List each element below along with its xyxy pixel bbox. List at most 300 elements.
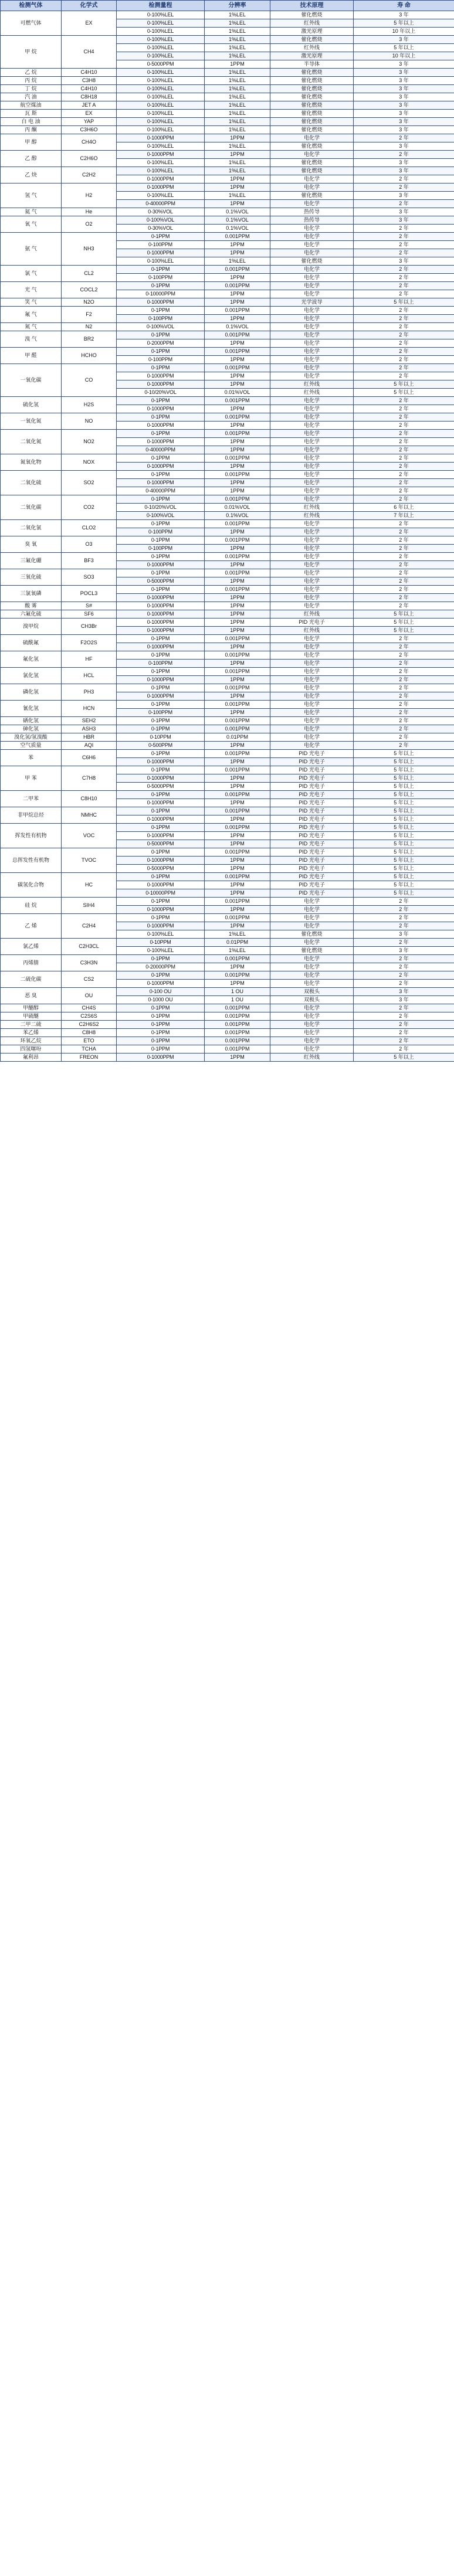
cell-lifetime: 3 年 [354,93,454,101]
cell-formula: NO [62,413,117,430]
cell-resolution: 1PPM [205,183,270,192]
cell-resolution: 0.01%VOL [205,504,270,512]
cell-formula: F2 [62,307,117,323]
cell-gas-name: 硅 烷 [1,898,62,914]
col-range: 检测量程 [117,1,205,11]
table-row [1,807,454,815]
cell-gas-name: 瓦 斯 [1,110,62,118]
cell-range: 0-1000PPM [117,151,205,159]
cell-resolution: 1%LEL [205,118,270,126]
cell-lifetime: 5 年以上 [354,832,454,840]
table-body [1,11,454,1062]
cell-range: 0-1000PPM [117,610,205,618]
cell-gas-name: 硒化氢 [1,717,62,725]
cell-range: 0-5000PPM [117,60,205,69]
cell-technology: 催化燃烧 [270,101,354,110]
cell-lifetime: 3 年 [354,192,454,200]
cell-gas-name: 三氧化硫 [1,569,62,586]
cell-technology: 电化学 [270,183,354,192]
cell-lifetime: 5 年以上 [354,807,454,815]
cell-lifetime: 2 年 [354,660,454,668]
cell-formula: C3H6O [62,126,117,134]
cell-technology: 电化学 [270,577,354,586]
table-row [1,914,454,922]
cell-technology: PID 光电子 [270,618,354,627]
cell-range: 0-1000PPM [117,676,205,684]
cell-technology: 电化学 [270,200,354,208]
table-row [1,898,454,906]
cell-technology: 热传导 [270,216,354,225]
cell-formula: JET A [62,101,117,110]
table-row [1,971,454,980]
cell-range: 0-1000PPM [117,602,205,610]
cell-range: 0-1PPM [117,1037,205,1045]
cell-technology: PID 光电子 [270,758,354,766]
cell-resolution: 0.001PPM [205,684,270,692]
cell-technology: 电化学 [270,963,354,971]
cell-technology: 红外线 [270,504,354,512]
cell-range: 0-1000PPM [117,692,205,701]
cell-range: 0-100%VOL [117,216,205,225]
cell-range: 0-100%VOL [117,512,205,520]
cell-resolution: 0.001PPM [205,364,270,372]
cell-range: 0-1PPM [117,520,205,528]
cell-range: 0-100%LEL [117,11,205,19]
cell-lifetime: 3 年 [354,142,454,151]
cell-range: 0-40000PPM [117,487,205,495]
cell-gas-name: 丙 酮 [1,126,62,134]
cell-range: 0-100%LEL [117,93,205,101]
cell-formula: PH3 [62,684,117,701]
cell-range: 0-1000PPM [117,906,205,914]
table-row [1,569,454,577]
cell-range: 0-10/20%VOL [117,389,205,397]
cell-formula: BR2 [62,331,117,348]
cell-lifetime: 5 年以上 [354,848,454,857]
cell-lifetime: 3 年 [354,77,454,85]
cell-gas-name: 磷化氢 [1,684,62,701]
cell-resolution: 0.01PPM [205,939,270,947]
cell-range: 0-1PPM [117,282,205,290]
cell-technology: 电化学 [270,569,354,577]
cell-lifetime: 2 年 [354,684,454,692]
cell-lifetime: 2 年 [354,372,454,380]
cell-resolution: 0.001PPM [205,397,270,405]
cell-range: 0-1000PPM [117,183,205,192]
cell-range: 0-30%VOL [117,208,205,216]
cell-resolution: 1PPM [205,274,270,282]
cell-technology: 催化燃烧 [270,930,354,939]
cell-lifetime: 2 年 [354,914,454,922]
cell-gas-name: 恶 臭 [1,988,62,1004]
cell-technology: 红外线 [270,512,354,520]
cell-technology: 红外线 [270,1053,354,1062]
table-row [1,413,454,422]
cell-resolution: 1PPM [205,676,270,684]
cell-resolution: 1PPM [205,422,270,430]
cell-gas-name: 酸 雾 [1,602,62,610]
cell-formula: C6H6 [62,750,117,766]
cell-gas-name: 二氧化硫 [1,471,62,495]
cell-resolution: 0.001PPM [205,668,270,676]
cell-resolution: 1PPM [205,134,270,142]
col-formula: 化学式 [62,1,117,11]
cell-formula: EX [62,11,117,36]
cell-technology: 电化学 [270,594,354,602]
cell-lifetime: 2 年 [354,405,454,413]
cell-range: 0-1PPM [117,397,205,405]
cell-range: 0-1PPM [117,553,205,561]
cell-lifetime: 2 年 [354,528,454,536]
cell-technology: 电化学 [270,151,354,159]
cell-lifetime: 5 年以上 [354,889,454,898]
cell-lifetime: 5 年以上 [354,610,454,618]
cell-gas-name: 砷化氢 [1,725,62,733]
cell-formula: NO2 [62,430,117,454]
col-resolution: 分辨率 [205,1,270,11]
cell-lifetime: 3 年 [354,110,454,118]
cell-formula: C8H18 [62,93,117,101]
cell-range: 0-100PPM [117,660,205,668]
cell-range: 0-1000PPM [117,774,205,783]
cell-resolution: 0.001PPM [205,266,270,274]
cell-technology: 电化学 [270,733,354,742]
cell-technology: 电化学 [270,323,354,331]
cell-gas-name: 二氧化氮 [1,430,62,454]
cell-gas-name: 空气质量 [1,742,62,750]
cell-gas-name: 氯化氢 [1,668,62,684]
cell-resolution: 1PPM [205,742,270,750]
cell-formula: ETO [62,1037,117,1045]
cell-lifetime: 2 年 [354,331,454,339]
cell-range: 0-1PPM [117,454,205,463]
cell-gas-name: 氮氧化物 [1,454,62,471]
cell-technology: 电化学 [270,233,354,241]
cell-lifetime: 2 年 [354,438,454,446]
table-row [1,11,454,19]
cell-lifetime: 2 年 [354,225,454,233]
cell-gas-name: 乙 烷 [1,69,62,77]
cell-technology: 光学波导 [270,298,354,307]
cell-range: 0-1PPM [117,1021,205,1029]
cell-resolution: 1PPM [205,610,270,618]
cell-resolution: 1PPM [205,1053,270,1062]
cell-resolution: 0.1%VOL [205,323,270,331]
cell-technology: 催化燃烧 [270,69,354,77]
cell-lifetime: 10 年以上 [354,52,454,60]
cell-resolution: 1PPM [205,889,270,898]
cell-technology: 电化学 [270,307,354,315]
cell-gas-name: 甲醚醇 [1,1004,62,1012]
cell-lifetime: 2 年 [354,183,454,192]
cell-technology: 电化学 [270,536,354,545]
cell-range: 0-100%LEL [117,159,205,167]
cell-range: 0-1000PPM [117,627,205,635]
gas-sensor-spec-sheet [0,0,454,1062]
cell-technology: PID 光电子 [270,865,354,873]
cell-range: 0-100PPM [117,528,205,536]
cell-lifetime: 2 年 [354,701,454,709]
cell-range: 0-100%LEL [117,947,205,955]
table-row [1,36,454,44]
cell-range: 0-1PPM [117,873,205,881]
table-row [1,1037,454,1045]
cell-technology: PID 光电子 [270,815,354,824]
table-row [1,151,454,159]
cell-formula: CS2 [62,971,117,988]
cell-resolution: 1%LEL [205,77,270,85]
cell-lifetime: 2 年 [354,955,454,963]
cell-gas-name: 二甲二硫 [1,1021,62,1029]
cell-range: 0-1000PPM [117,980,205,988]
cell-technology: 催化燃烧 [270,167,354,175]
cell-formula: SIH4 [62,898,117,914]
cell-formula: YAP [62,118,117,126]
col-technology: 技术原理 [270,1,354,11]
cell-technology: PID 光电子 [270,774,354,783]
cell-technology: 电化学 [270,348,354,356]
cell-lifetime: 5 年以上 [354,750,454,758]
cell-formula: HCHO [62,348,117,364]
cell-gas-name: 乙 烯 [1,914,62,939]
cell-range: 0-100%LEL [117,142,205,151]
cell-lifetime: 2 年 [354,348,454,356]
cell-formula: H2S [62,397,117,413]
cell-range: 0-1PPM [117,668,205,676]
cell-resolution: 1%LEL [205,93,270,101]
cell-resolution: 1PPM [205,594,270,602]
table-row [1,684,454,692]
cell-technology: 催化燃烧 [270,126,354,134]
table-row [1,651,454,660]
cell-resolution: 1PPM [205,643,270,651]
cell-resolution: 1PPM [205,906,270,914]
cell-lifetime: 2 年 [354,151,454,159]
cell-resolution: 0.001PPM [205,651,270,660]
cell-lifetime: 2 年 [354,586,454,594]
cell-technology: 电化学 [270,939,354,947]
cell-technology: 红外线 [270,610,354,618]
cell-gas-name: 溴甲烷 [1,618,62,635]
cell-gas-name: 二硫化碳 [1,971,62,988]
cell-lifetime: 2 年 [354,963,454,971]
cell-range: 0-100%LEL [117,167,205,175]
cell-resolution: 1%LEL [205,85,270,93]
cell-gas-name: 可燃气体 [1,11,62,36]
cell-formula: HF [62,651,117,668]
cell-resolution: 1PPM [205,315,270,323]
cell-technology: 电化学 [270,364,354,372]
cell-range: 0-100PPM [117,274,205,282]
cell-technology: 红外线 [270,389,354,397]
cell-technology: 电化学 [270,898,354,906]
cell-technology: 电化学 [270,446,354,454]
cell-range: 0-1000PPM [117,832,205,840]
cell-lifetime: 2 年 [354,1021,454,1029]
cell-gas-name: 硫化氢 [1,397,62,413]
cell-lifetime: 2 年 [354,233,454,241]
cell-technology: 电化学 [270,454,354,463]
table-row [1,430,454,438]
cell-formula: NH3 [62,233,117,266]
cell-range: 0-1PPM [117,430,205,438]
cell-gas-name: 一氧化碳 [1,364,62,397]
cell-range: 0-1000PPM [117,857,205,865]
cell-technology: PID 光电子 [270,807,354,815]
cell-formula: C4H10 [62,69,117,77]
cell-range: 0-2000PPM [117,339,205,348]
cell-range: 0-1000PPM [117,438,205,446]
cell-gas-name: 氰化氢 [1,701,62,717]
cell-formula: S# [62,602,117,610]
cell-lifetime: 3 年 [354,118,454,126]
cell-technology: 催化燃烧 [270,142,354,151]
cell-gas-name: 六氟化硫 [1,610,62,618]
cell-lifetime: 2 年 [354,307,454,315]
cell-range: 0-1000PPM [117,380,205,389]
cell-formula: OU [62,988,117,1004]
cell-resolution: 0.001PPM [205,701,270,709]
cell-gas-name: 氮 气 [1,323,62,331]
cell-range: 0-100%LEL [117,19,205,28]
cell-formula: H2 [62,183,117,208]
cell-range: 0-1PPM [117,898,205,906]
table-row [1,939,454,947]
cell-range: 0-1PPM [117,807,205,815]
cell-range: 0-1PPM [117,684,205,692]
cell-technology: 双极头 [270,988,354,996]
cell-gas-name: 乙 炔 [1,167,62,183]
table-row [1,725,454,733]
cell-technology: 电化学 [270,413,354,422]
cell-technology: 电化学 [270,717,354,725]
cell-gas-name: 四氢噻吩 [1,1045,62,1053]
table-row [1,1021,454,1029]
cell-lifetime: 3 年 [354,988,454,996]
cell-resolution: 1%LEL [205,257,270,266]
cell-technology: 电化学 [270,1004,354,1012]
cell-formula: SEH2 [62,717,117,725]
table-row [1,167,454,175]
cell-technology: 电化学 [270,430,354,438]
cell-technology: 电化学 [270,906,354,914]
table-row [1,733,454,742]
cell-range: 0-30%VOL [117,225,205,233]
table-row [1,93,454,101]
cell-range: 0-100%LEL [117,52,205,60]
cell-lifetime: 2 年 [354,545,454,553]
cell-range: 0-1PPM [117,914,205,922]
table-row [1,454,454,463]
table-row [1,1012,454,1021]
cell-lifetime: 2 年 [354,339,454,348]
cell-technology: 催化燃烧 [270,93,354,101]
cell-gas-name: 氟化氢 [1,651,62,668]
cell-lifetime: 2 年 [354,651,454,660]
cell-technology: PID 光电子 [270,799,354,807]
cell-resolution: 0.001PPM [205,824,270,832]
cell-lifetime: 2 年 [354,200,454,208]
cell-range: 0-1000PPM [117,463,205,471]
cell-gas-name: 汽 油 [1,93,62,101]
cell-range: 0-40000PPM [117,446,205,454]
cell-resolution: 0.001PPM [205,1004,270,1012]
cell-lifetime: 2 年 [354,939,454,947]
cell-resolution: 1PPM [205,405,270,413]
cell-gas-name: 氢 气 [1,183,62,208]
cell-formula: FREON [62,1053,117,1062]
cell-resolution: 0.001PPM [205,1012,270,1021]
cell-technology: 催化燃烧 [270,159,354,167]
cell-range: 0-100%LEL [117,192,205,200]
cell-range: 0-1000PPM [117,1053,205,1062]
cell-resolution: 1%LEL [205,28,270,36]
cell-technology: 电化学 [270,495,354,504]
cell-resolution: 1PPM [205,561,270,569]
cell-technology: 电化学 [270,290,354,298]
cell-gas-name: 氟 气 [1,307,62,323]
cell-formula: TVOC [62,848,117,873]
cell-formula: TCHA [62,1045,117,1053]
cell-lifetime: 2 年 [354,635,454,643]
cell-technology: 热传导 [270,208,354,216]
cell-lifetime: 2 年 [354,487,454,495]
cell-range: 0-1PPM [117,766,205,774]
cell-technology: 电化学 [270,676,354,684]
cell-range: 0-1PPM [117,717,205,725]
cell-range: 0-5000PPM [117,783,205,791]
cell-resolution: 1PPM [205,60,270,69]
cell-resolution: 1%LEL [205,110,270,118]
cell-resolution: 0.001PPM [205,898,270,906]
cell-range: 0-100%LEL [117,69,205,77]
cell-formula: C2H4 [62,914,117,939]
table-row [1,553,454,561]
cell-lifetime: 2 年 [354,454,454,463]
cell-lifetime: 2 年 [354,922,454,930]
cell-technology: 电化学 [270,1045,354,1053]
cell-gas-name: 甲 醇 [1,134,62,151]
cell-lifetime: 2 年 [354,471,454,479]
cell-range: 0-1000PPM [117,249,205,257]
cell-lifetime: 2 年 [354,315,454,323]
cell-lifetime: 3 年 [354,85,454,93]
table-row [1,216,454,225]
cell-resolution: 0.001PPM [205,586,270,594]
cell-technology: 红外线 [270,627,354,635]
cell-lifetime: 2 年 [354,717,454,725]
table-row [1,791,454,799]
cell-technology: 电化学 [270,709,354,717]
cell-technology: 电化学 [270,471,354,479]
cell-range: 0-1PPM [117,1045,205,1053]
cell-resolution: 0.1%VOL [205,216,270,225]
cell-range: 0-100%LEL [117,118,205,126]
cell-technology: 电化学 [270,175,354,183]
cell-lifetime: 5 年以上 [354,389,454,397]
cell-range: 0-100PPM [117,241,205,249]
cell-range: 0-1PPM [117,266,205,274]
cell-gas-name: 二甲苯 [1,791,62,807]
cell-technology: 催化燃烧 [270,11,354,19]
cell-technology: 电化学 [270,602,354,610]
cell-technology: 电化学 [270,266,354,274]
cell-resolution: 1%LEL [205,69,270,77]
cell-formula: CH4S [62,1004,117,1012]
cell-lifetime: 5 年以上 [354,881,454,889]
table-row [1,1004,454,1012]
cell-resolution: 1PPM [205,577,270,586]
